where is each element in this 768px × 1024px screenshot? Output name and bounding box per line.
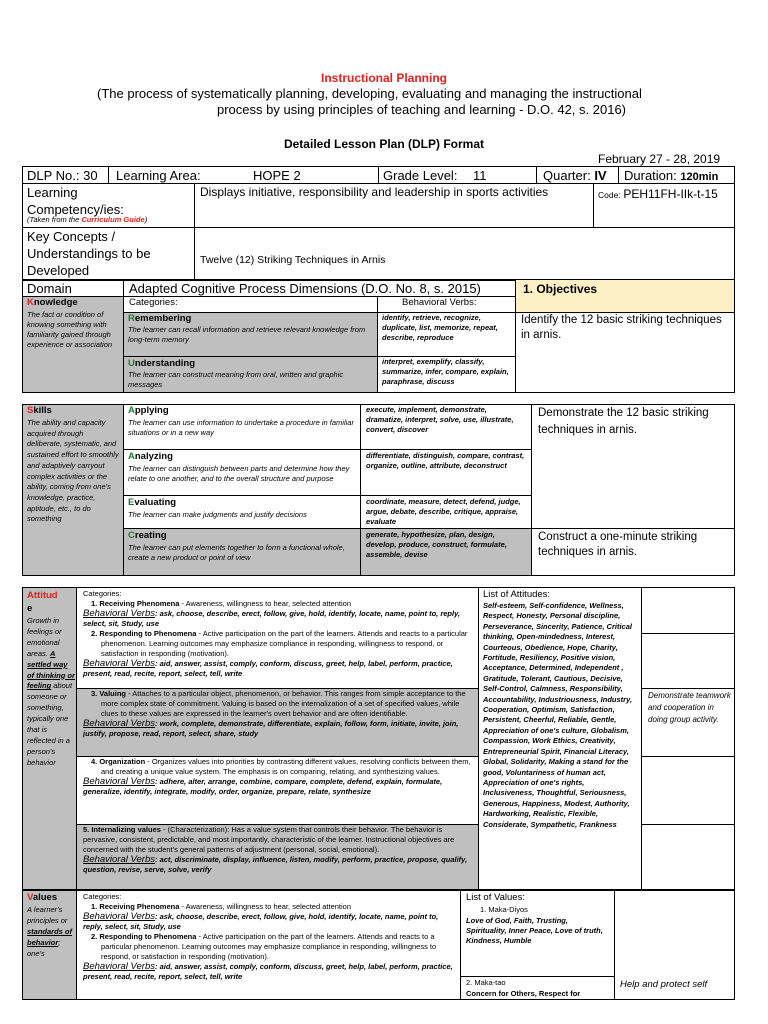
remembering-initial: R	[128, 313, 135, 324]
competency-note-suffix: )	[144, 215, 148, 224]
evaluating-rest: valuating	[134, 497, 177, 508]
evaluating-description: The learner can make judgments and justify decisions	[128, 510, 307, 519]
values-list-2-title: 2. Maka-tao	[466, 978, 506, 987]
understanding-initial: U	[128, 358, 135, 369]
values-list-1: Love of God, Faith, Trusting, Spirituality, Inner Peace, Love of truth, Kindness, Humble	[466, 916, 603, 945]
attitude-desc-pre: Growth in feelings or emotional areas.	[27, 616, 62, 658]
analyzing-initial: A	[128, 451, 135, 462]
code-label: Code:	[598, 190, 621, 200]
remembering-verbs: identify, retrieve, recognize, duplicate, list, memorize, repeat, describe, reproduce	[382, 313, 498, 342]
dlp-number: DLP No.: 30	[27, 168, 98, 183]
evaluating-title	[128, 497, 176, 509]
attitude-cat-2-title: 2. Responding to Phenomena	[91, 629, 197, 638]
values-desc-underlined: standards of behavior	[27, 926, 73, 947]
attitude-cat-1-verbs-text: : ask, choose, describe, erect, follow, give, hold, identify, locate, name, point to, reply, select, sit, Study, use	[83, 609, 461, 628]
understanding-title	[128, 358, 195, 370]
attitude-title	[27, 589, 73, 615]
grade-level-label: Grade Level:	[383, 168, 458, 183]
creating-description: The learner can put elements together to form a functional whole, create a new product or point of view	[128, 543, 345, 562]
attitude-cat-2-verbs	[83, 659, 473, 679]
page-subtitle-line1: (The process of systematically planning, developing, evaluating and managing the instructional	[97, 86, 642, 101]
analyzing-description: The learner can distinguish between parts and determine how they relate to one another, and to the overall structure and purpose	[128, 464, 350, 483]
quarter-value: IV	[594, 168, 607, 183]
attitude-cat-5-title: 5. Internalizing values	[83, 825, 161, 834]
attitude-cat-3-verbs	[83, 719, 473, 739]
creating-title	[128, 530, 167, 542]
attitude-cat-5-verbs	[83, 855, 473, 875]
values-categories	[83, 892, 455, 982]
values-list-title: List of Values:	[466, 892, 525, 903]
skills-rest: kills	[33, 405, 52, 416]
competency-label-line1: Learning	[27, 185, 78, 200]
applying-initial: A	[128, 405, 135, 416]
knowledge-objective: Identify the 12 basic striking techniques in arnis.	[521, 314, 722, 341]
attitude-cat-3-title: 3. Valuing	[91, 689, 127, 698]
values-list-1-title: 1. Maka-Diyos	[480, 905, 528, 914]
attitude-bv-label-2: Behavioral Verbs	[83, 658, 155, 669]
values-description	[27, 905, 73, 960]
code-value: PEH11FH-IIk-t-15	[623, 187, 718, 201]
values-cat-2-verbs-text: : aid, answer, assist, comply, conform, discuss, greet, help, label, perform, practice, present, read, recite, report, select, tell, write	[83, 962, 453, 981]
attitude-cat-2-verbs-text: : aid, answer, assist, comply, conform, discuss, greet, help, label, perform, practice, present, read, recite, report, select, tell, write	[83, 659, 453, 678]
attitude-name-rest: e	[27, 603, 33, 614]
values-bv-label-1: Behavioral Verbs	[83, 911, 155, 922]
creating-verbs: generate, hypothesize, plan, design, develop, produce, construct, formulate, assemble, devise	[366, 530, 507, 559]
applying-title	[128, 405, 169, 417]
duration-value: 120min	[680, 171, 719, 183]
competency-note-prefix: (Taken from the	[27, 215, 82, 224]
competency-label	[27, 184, 124, 218]
key-concept-value: Twelve (12) Striking Techniques in Arnis	[200, 254, 386, 266]
attitude-cat-4	[83, 757, 473, 777]
page-subtitle-line2: process by using principles of teaching and learning - D.O. 42, s. 2016)	[217, 102, 627, 117]
values-desc-pre: A learner's principles or	[27, 905, 68, 925]
attitude-cat-1-verbs	[83, 609, 473, 629]
values-cat-1-text: - Awareness, willingness to hear, selected attention	[179, 902, 352, 911]
analyzing-title	[128, 451, 173, 463]
attitude-list: Self-esteem, Self-confidence, Wellness, Respect, Honesty, Personal discipline, Perseverance, Sincerity, Patience, Critical thinking, Open-mindedness, Interest, Courteous, Obedience, Hope, Charity, Fortitude, Resiliency, Positive vision, Acceptance, Determined, Independent , Gratitude, Tolerant, Cautious, Decisive, Self-Control, Calmness, Responsibility, Accountability, Industriousness, Industry, Cooperation, Optimism, Satisfaction, Persistent, Cheerful, Reliable, Gentle, Appreciation of one's culture, Globalism, Compassion, Work Ethics, Creativity, Entrepreneurial Spirit, Financial Literacy, Global, Solidarity, Making a stand for the good, Voluntariness of human act, Appreciation of one's rights, Inclusiveness, Thoughtful, Seriousness, Generous, Happiness, Modest, Authority, Hardworking, Realistic, Flexible, Considerate, Sympathetic, Frankness	[483, 601, 633, 829]
attitude-bv-label-5: Behavioral Verbs	[83, 854, 155, 865]
attitude-cat-2-text: - Active participation on the part of the learners. Attends and reacts to a particular phenomenon. Learning outcomes may emphasize compliance in responding, willingness to respond, or satisfaction in responding (motivation).	[101, 629, 468, 658]
knowledge-initial: K	[27, 297, 34, 308]
categories-header: Categories:	[129, 297, 178, 308]
values-objective: Help and protect self	[620, 979, 708, 990]
attitude-cat-4-title: 4. Organization	[91, 757, 146, 766]
attitude-cat-3-block	[83, 689, 473, 739]
applying-description: The learner can use information to undertake a procedure in familiar situations or in a new way	[128, 418, 354, 437]
attitude-list-title: List of Attitudes:	[483, 589, 551, 600]
competency-value: Displays initiative, responsibility and leadership in sports activities	[200, 185, 549, 199]
attitude-bv-label-3: Behavioral Verbs	[83, 718, 155, 729]
competency-label-line2: Competency/ies:	[27, 202, 124, 217]
values-bv-label-2: Behavioral Verbs	[83, 961, 155, 972]
code-field	[598, 186, 718, 202]
creating-initial: C	[128, 530, 135, 541]
skills-objective-construct: Construct a one-minute striking techniques in arnis.	[538, 531, 698, 558]
attitude-cat-5	[83, 825, 473, 855]
values-cat-2	[83, 932, 455, 962]
values-title	[27, 892, 57, 904]
understanding-verbs: interpret, exemplify, classify, summarize, infer, compare, explain, paraphrase, discuss	[382, 357, 509, 386]
attitude-bv-label-4: Behavioral Verbs	[83, 776, 155, 787]
page-title: Instructional Planning	[320, 71, 447, 85]
knowledge-title	[27, 297, 78, 309]
evaluating-initial: E	[128, 497, 135, 508]
attitude-name-first: Attitud	[27, 590, 58, 601]
remembering-title	[128, 313, 191, 325]
attitude-cat-3-text: - Attaches to a particular object, phenomenon, or behavior. This ranges from simple acceptance to the more complex state of commitment. Valuing is based on the internalization of a set of specified values, while clues to these values are expressed in the learner's overt behavior and are often identifiable.	[101, 689, 466, 718]
quarter-label	[543, 167, 607, 184]
attitude-cat-4-block	[83, 757, 473, 797]
attitude-objective: Demonstrate teamwork and cooperation in doing group activity.	[648, 691, 731, 724]
knowledge-rest: nowledge	[33, 297, 78, 308]
attitude-description	[27, 616, 75, 769]
values-initial: V	[27, 892, 33, 903]
attitude-cat-5-block	[83, 825, 473, 875]
duration-label	[624, 167, 718, 186]
key-concepts-label	[27, 228, 151, 279]
attitude-categories-label: Categories:	[83, 589, 122, 598]
key-label-line3: Developed	[27, 263, 90, 278]
quarter-label-text: Quarter:	[543, 168, 591, 183]
values-cat-2-text: - Active participation on the part of the learners. Attends and reacts to a particular phenomenon. Learning outcomes may emphasize compliance in responding, willingness to respond, or satisfaction in responding (motivation).	[101, 932, 437, 961]
attitude-cat-4-text: - Organizes values into priorities by contrasting different values, resolving conflicts between them, and creating a unique value system. The emphasis is on comparing, relating, and synthesizing values.	[101, 757, 471, 776]
attitude-cat-3	[83, 689, 473, 719]
values-cat-1-verbs-text: : ask, choose, describe, erect, follow, give, hold, identify, locate, name, point to, reply, select, sit, Study, use	[83, 912, 439, 931]
understanding-description: The learner can construct meaning from oral, written and graphic messages	[128, 370, 344, 389]
attitude-cat-1-text: - Awareness, willingness to hear, selected attention	[179, 599, 352, 608]
learning-area-label: Learning Area:	[116, 168, 201, 183]
domain-header: Domain	[27, 281, 72, 296]
values-cat-1-verbs	[83, 912, 455, 932]
understanding-rest: nderstanding	[134, 358, 196, 369]
creating-rest: reating	[134, 530, 167, 541]
values-cat-1-title: 1. Receiving Phenomena	[91, 902, 180, 911]
applying-verbs: execute, implement, demonstrate, dramatize, interpret, solve, use, illustrate, convert, discover	[366, 405, 514, 434]
skills-description: The ability and capacity acquired through deliberate, systematic, and sustained effort to smoothly and adaptively carryout complex activities or the ability, coming from one's knowledge, practice, aptitude, etc., to do something	[27, 418, 119, 524]
applying-rest: pplying	[134, 405, 169, 416]
duration-label-text: Duration:	[624, 168, 677, 183]
behavioral-verbs-header: Behavioral Verbs:	[402, 297, 477, 308]
values-list-2: Concern for Others, Respect for	[466, 989, 581, 998]
adapted-dimensions-header: Adapted Cognitive Process Dimensions (D.O. No. 8, s. 2015)	[129, 281, 481, 296]
objectives-header: 1. Objectives	[523, 282, 598, 296]
attitude-categories	[83, 589, 473, 679]
values-rest: alues	[32, 892, 58, 903]
values-categories-label: Categories:	[83, 892, 122, 901]
attitude-desc-underlined: A settled way of thinking or feeling	[27, 648, 75, 691]
analyzing-rest: nalyzing	[134, 451, 173, 462]
values-desc-post: ; one's	[27, 937, 61, 958]
analyzing-verbs: differentiate, distinguish, compare, contrast, organize, outline, attribute, deconstruct	[366, 451, 525, 470]
evaluating-verbs: coordinate, measure, detect, defend, judge, argue, debate, describe, critique, appraise, evaluate	[366, 497, 521, 526]
curriculum-guide-link: Curriculum Guide	[81, 215, 145, 224]
knowledge-description: The fact or condition of knowing something with familiarity gained through experience or association	[27, 310, 113, 349]
remembering-description: The learner can recall information and retrieve relevant knowledge from long-term memory	[128, 325, 366, 344]
skills-title	[27, 405, 52, 417]
attitude-cat-4-verbs-text: : adhere, alter, arrange, combine, compare, complete, defend, explain, formulate, generalize, identify, integrate, modify, order, organize, prepare, relate, synthesize	[83, 777, 443, 796]
key-label-line2: Understandings to be	[27, 246, 151, 261]
remembering-rest: emembering	[134, 313, 192, 324]
attitude-cat-5-verbs-text: : act, discriminate, display, influence, listen, modify, perform, practice, propose, qualify, question, revise, serve, solve, verify	[83, 855, 468, 874]
attitude-cat-5-text: - (Characterization): Has a value system that controls their behavior. The behavior is pervasive, consistent, predictable, and most importantly, characteristic of the learner. Instructional objectives are concerned with the student's general patterns of adjustment (personal, social, emotional).	[83, 825, 455, 854]
format-title: Detailed Lesson Plan (DLP) Format	[283, 137, 485, 151]
skills-objective-demonstrate: Demonstrate the 12 basic striking techniques in arnis.	[538, 407, 709, 436]
attitude-cat-3-verbs-text: : work, complete, demonstrate, differentiate, explain, follow, form, initiate, invite, join, justify, propose, read, report, select, share, study	[83, 719, 459, 738]
attitude-bv-label-1: Behavioral Verbs	[83, 608, 155, 619]
lesson-date: February 27 - 28, 2019	[598, 152, 721, 166]
attitude-cat-2	[83, 629, 473, 659]
attitude-desc-post: about someone or something, typically one that is reflected in a person's behavior	[27, 681, 73, 767]
grade-level-value: 11	[473, 168, 487, 183]
attitude-cat-1-title: 1. Receiving Phenomena	[91, 599, 180, 608]
values-cat-2-title: 2. Responding to Phenomena	[91, 932, 197, 941]
skills-initial: S	[27, 405, 34, 416]
competency-note	[27, 215, 147, 225]
key-label-line1: Key Concepts /	[27, 229, 116, 244]
learning-area-value: HOPE 2	[253, 168, 301, 183]
attitude-cat-4-verbs	[83, 777, 473, 797]
values-cat-2-verbs	[83, 962, 455, 982]
